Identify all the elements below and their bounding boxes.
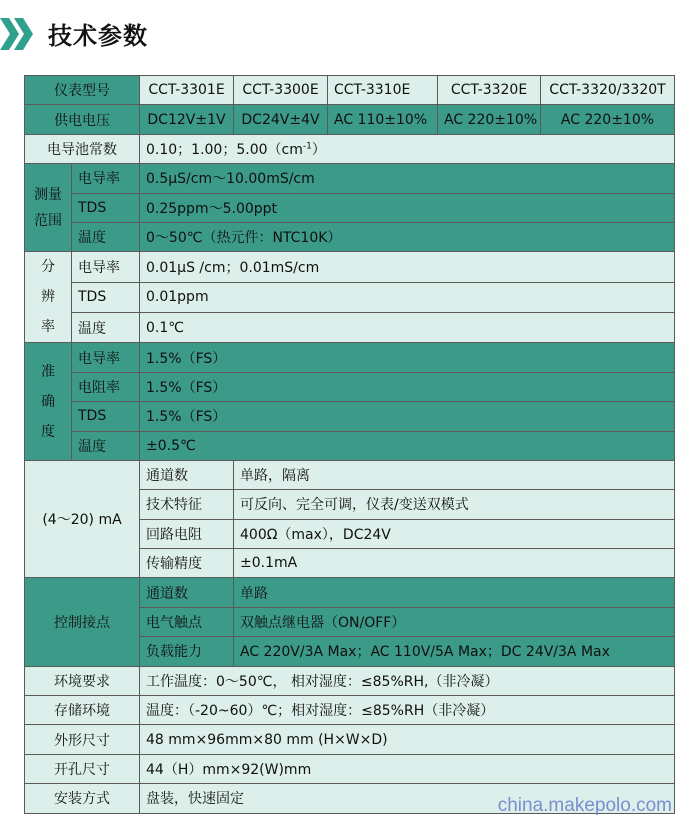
cutout-label: 开孔尺寸	[25, 754, 140, 783]
resolution-value: 0.01μS /cm；0.01mS/cm	[140, 252, 675, 282]
table-row	[25, 282, 675, 312]
control-name: 通道数	[140, 578, 234, 607]
output-name: 通道数	[140, 460, 234, 489]
watermark-text: china.makepolo.com	[497, 795, 672, 816]
model-cell: CCT-3310E	[328, 76, 438, 105]
table-row	[25, 76, 675, 105]
accuracy-value: ±0.5℃	[140, 431, 675, 460]
table-row	[25, 666, 675, 695]
accuracy-value: 1.5%（FS）	[140, 372, 675, 401]
current-output-label: (4～20) mA	[25, 460, 140, 578]
resolution-value: 0.01ppm	[140, 282, 675, 312]
resolution-label	[25, 252, 72, 343]
resolution-label-char: 分	[41, 259, 55, 276]
power-cell: AC 110±10%	[328, 105, 438, 134]
accuracy-value: 1.5%（FS）	[140, 402, 675, 431]
output-value: ±0.1mA	[234, 549, 675, 578]
dimensions-label: 外形尺寸	[25, 725, 140, 754]
power-label: 供电电压	[25, 105, 140, 134]
output-name: 回路电阻	[140, 519, 234, 548]
cell-const-value	[140, 134, 675, 163]
accuracy-label	[25, 343, 72, 461]
measure-range-label: 测量范围	[25, 164, 72, 252]
control-name: 电气触点	[140, 607, 234, 636]
double-chevron-icon	[0, 14, 40, 54]
measure-name: 温度	[72, 222, 140, 251]
accuracy-name: 电导率	[72, 343, 140, 372]
cell-const-suffix: ）	[311, 141, 326, 158]
table-row	[25, 578, 675, 607]
storage-label: 存储环境	[25, 696, 140, 725]
accuracy-name: 温度	[72, 431, 140, 460]
section-title: 技术参数	[48, 22, 148, 50]
output-value: 400Ω（max），DC24V	[234, 519, 675, 548]
model-cell: CCT-3301E	[140, 76, 234, 105]
table-row	[25, 460, 675, 489]
power-cell: AC 220±10%	[541, 105, 675, 134]
accuracy-value: 1.5%（FS）	[140, 343, 675, 372]
cell-const-label: 电导池常数	[25, 134, 140, 163]
output-name: 技术特征	[140, 490, 234, 519]
model-cell: CCT-3320/3320T	[541, 76, 675, 105]
control-label: 控制接点	[25, 578, 140, 666]
output-value: 单路，隔离	[234, 460, 675, 489]
power-cell: AC 220±10%	[438, 105, 541, 134]
resolution-value: 0.1℃	[140, 313, 675, 343]
table-row	[25, 313, 675, 343]
measure-value: 0～50℃（热元件：NTC10K）	[140, 222, 675, 251]
mounting-value: 盘装，快速固定	[140, 784, 675, 813]
accuracy-name: TDS	[72, 402, 140, 431]
table-row	[25, 164, 675, 193]
mounting-label: 安装方式	[25, 784, 140, 813]
power-cell: DC12V±1V	[140, 105, 234, 134]
table-row	[25, 134, 675, 163]
control-name: 负载能力	[140, 637, 234, 666]
cell-const-prefix: 0.10；1.00；5.00（cm	[146, 141, 303, 158]
resolution-name: 温度	[72, 313, 140, 343]
environment-label: 环境要求	[25, 666, 140, 695]
table-row	[25, 222, 675, 251]
measure-value: 0.5μS/cm～10.00mS/cm	[140, 164, 675, 193]
resolution-label-char: 率	[41, 319, 55, 336]
table-row	[25, 372, 675, 401]
resolution-label-char: 辨	[41, 289, 55, 306]
model-cell: CCT-3300E	[234, 76, 328, 105]
table-row	[25, 402, 675, 431]
accuracy-label-char: 准	[41, 363, 55, 380]
cutout-value: 44（H）mm×92(W)mm	[140, 754, 675, 783]
storage-value: 温度：（-20~60）℃；相对湿度：≤85%RH（非冷凝）	[140, 696, 675, 725]
accuracy-label-char: 确	[41, 393, 55, 410]
control-value: 单路	[234, 578, 675, 607]
measure-value: 0.25ppm～5.00ppt	[140, 193, 675, 222]
output-name: 传输精度	[140, 549, 234, 578]
environment-value: 工作温度：0～50℃， 相对湿度：≤85%RH,（非冷凝）	[140, 666, 675, 695]
control-value: 双触点继电器（ON/OFF）	[234, 607, 675, 636]
table-row	[25, 343, 675, 372]
models-label: 仪表型号	[25, 76, 140, 105]
table-row	[25, 105, 675, 134]
table-row	[25, 431, 675, 460]
dimensions-value: 48 mm×96mm×80 mm (H×W×D)	[140, 725, 675, 754]
table-row	[25, 252, 675, 282]
table-row	[25, 754, 675, 783]
table-row	[25, 725, 675, 754]
table-row	[25, 696, 675, 725]
cell-const-exponent: -1	[302, 141, 312, 152]
control-value: AC 220V/3A Max；AC 110V/5A Max；DC 24V/3A Max	[234, 637, 675, 666]
resolution-name: 电导率	[72, 252, 140, 282]
measure-name: TDS	[72, 193, 140, 222]
power-cell: DC24V±4V	[234, 105, 328, 134]
table-row	[25, 193, 675, 222]
spec-table	[24, 75, 675, 814]
measure-name: 电导率	[72, 164, 140, 193]
output-value: 可反向、完全可调，仪表/变送双模式	[234, 490, 675, 519]
accuracy-label-char: 度	[41, 423, 55, 440]
accuracy-name: 电阻率	[72, 372, 140, 401]
resolution-name: TDS	[72, 282, 140, 312]
model-cell: CCT-3320E	[438, 76, 541, 105]
